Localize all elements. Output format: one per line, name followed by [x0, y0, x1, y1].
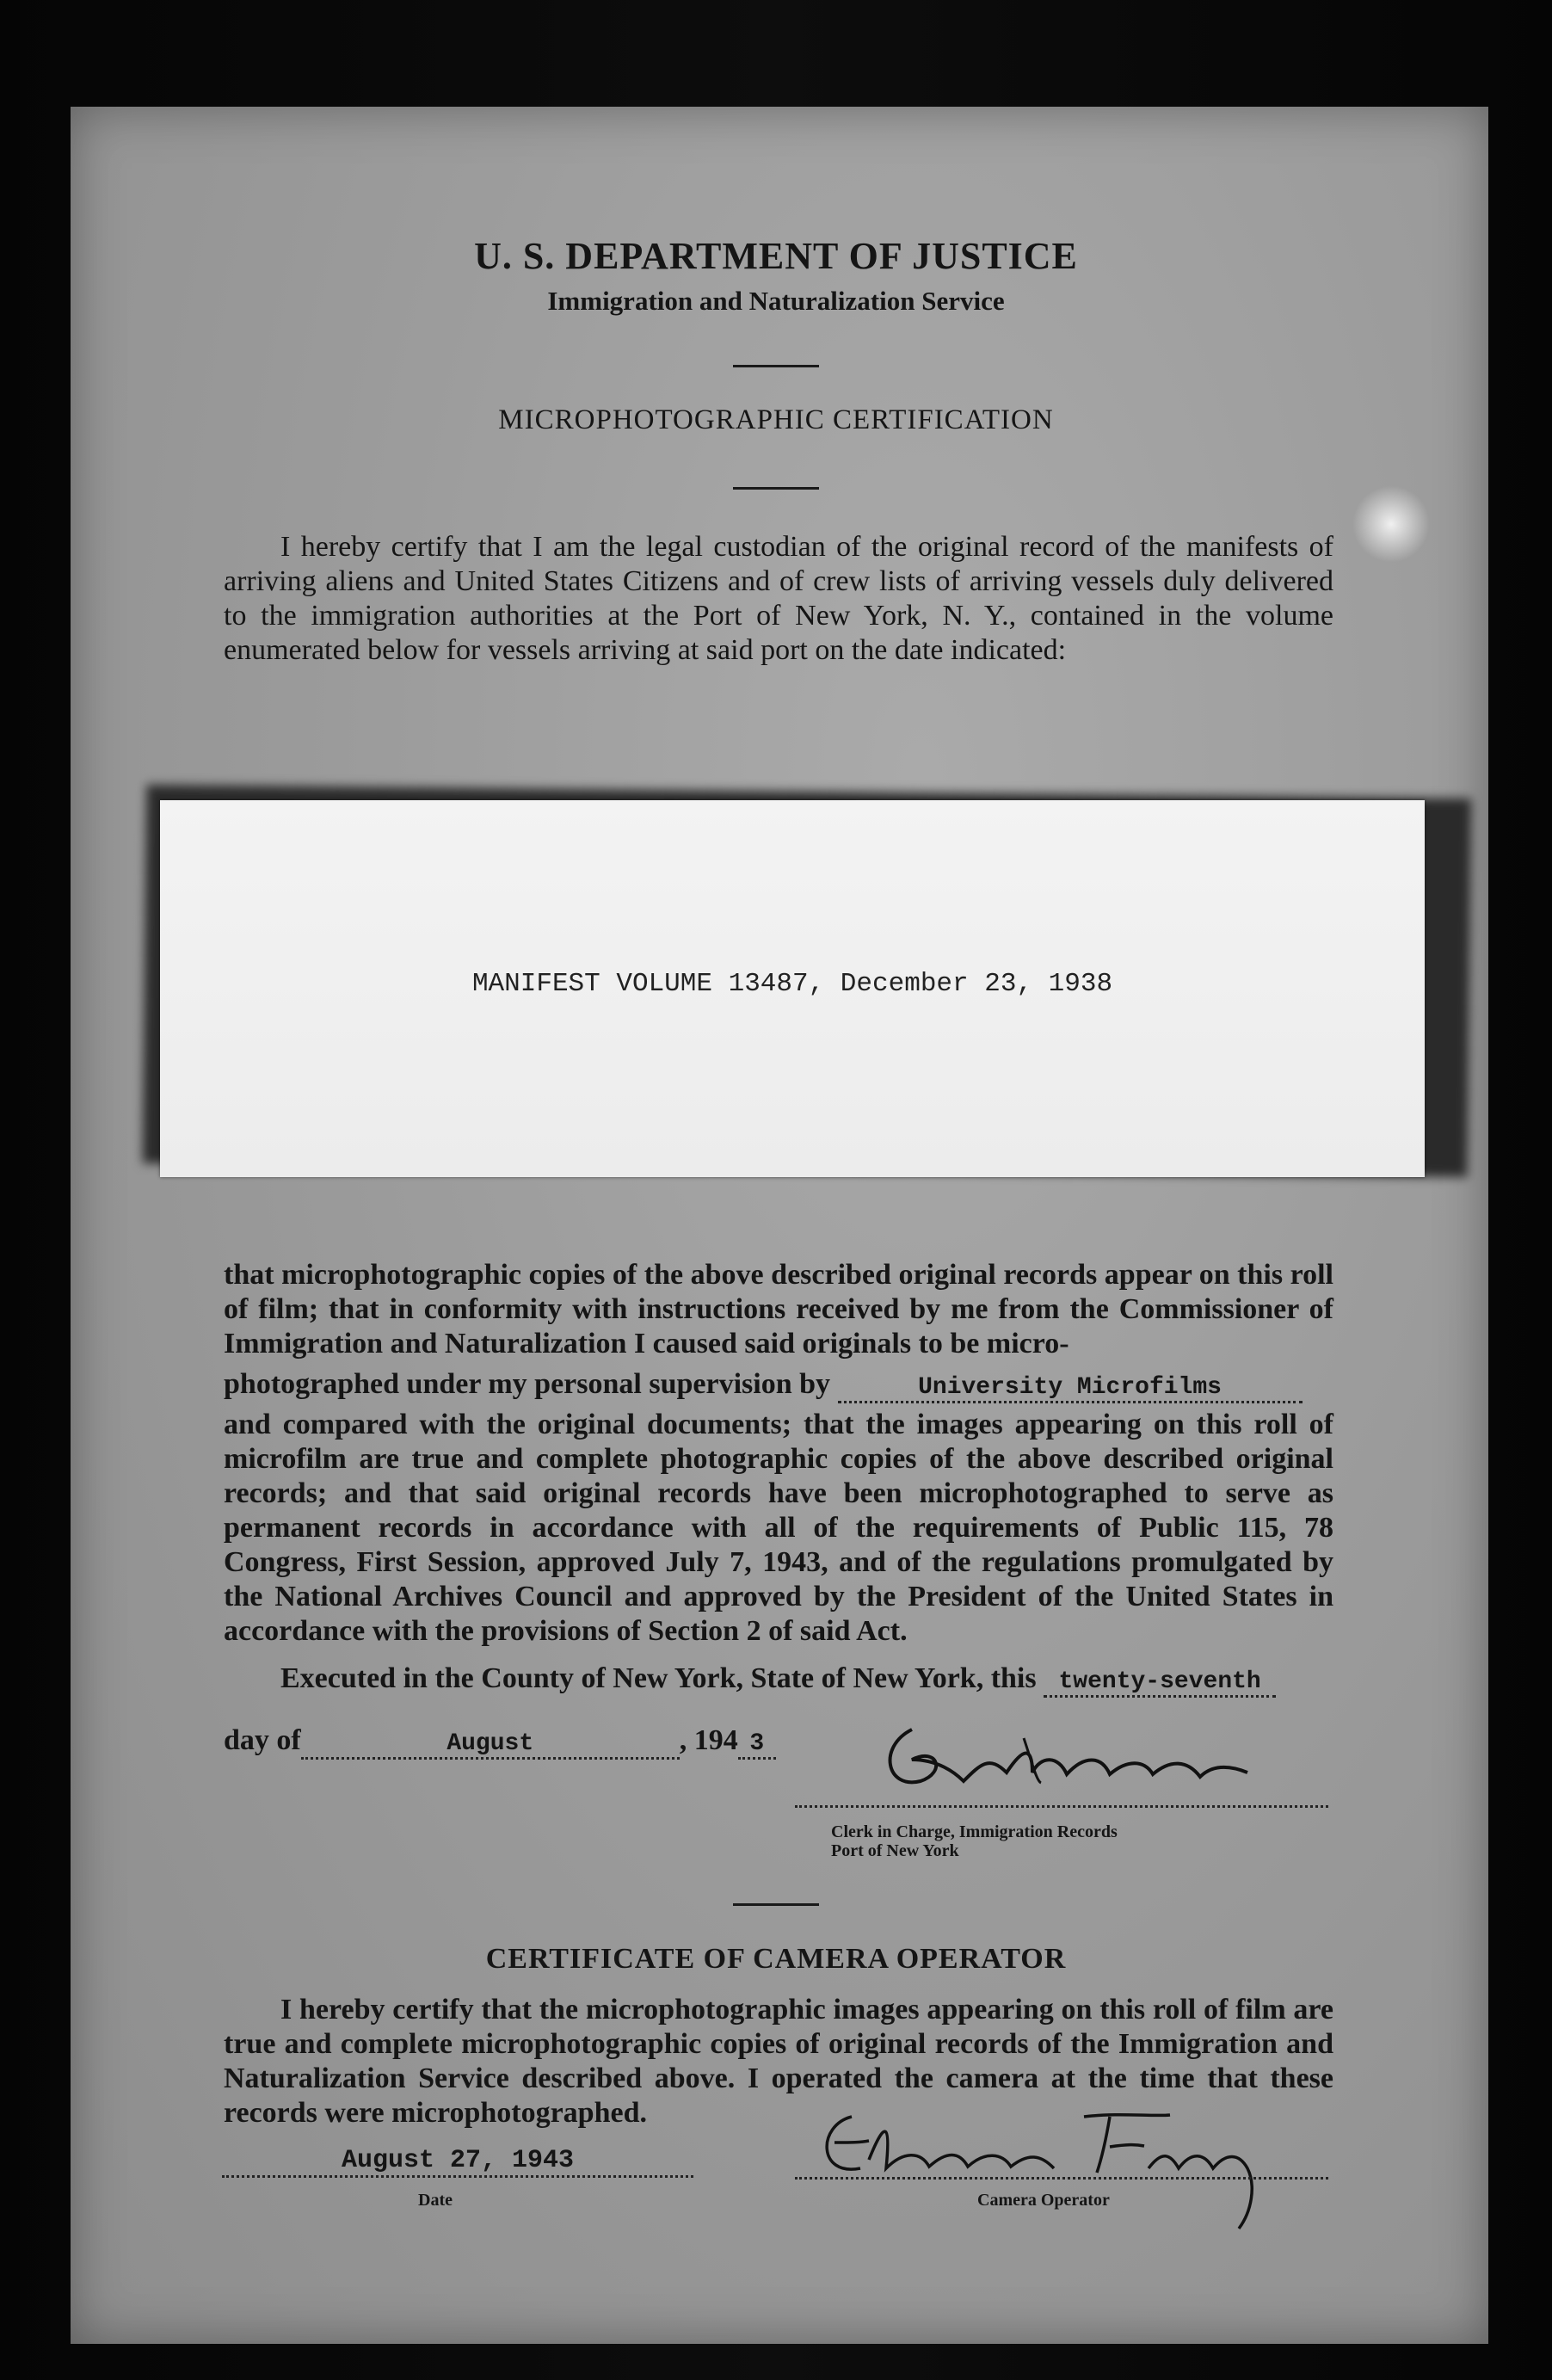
camera-operator-signature	[809, 2099, 1308, 2237]
year-prefix: , 194	[679, 1724, 738, 1756]
clerk-signature	[860, 1712, 1273, 1807]
year-digit-field: 3	[738, 1730, 776, 1760]
executed-prefix: Executed in the County of New York, State of New York, this	[280, 1662, 1037, 1694]
supervision-line	[224, 1368, 1303, 1403]
date-field-line	[222, 2146, 693, 2178]
body-paragraph-end: and compared with the original documents; that the images appearing on this roll of microfilm are true and complete photographic copies of the above described original records; and that said original records have been microphotographed to serve as permanent records in accordance with all of the requirements of Public 115, 78 Congress, First Session, approved July 7, 1943, and of the regulations promulgated by the National Archives Council and approved by the President of the United States in accordance with the provisions of Section 2 of said Act.	[224, 1409, 1333, 1647]
day-ordinal-field: twenty-seventh	[1044, 1668, 1276, 1698]
divider-2	[733, 487, 819, 490]
day-of-label: day of	[224, 1724, 301, 1756]
supervision-prefix: photographed under my personal supervision by	[224, 1368, 831, 1400]
department-heading: U. S. DEPARTMENT OF JUSTICE	[474, 235, 1078, 277]
divider-1	[733, 365, 819, 367]
body-paragraph-start: that microphotographic copies of the above described original records appear on this roll of film; that in conformity with instructions received by me from the Commissioner of Immigration and Naturalization I caused said originals to be micro-	[224, 1259, 1333, 1360]
date-label: Date	[418, 2191, 453, 2210]
operator-label: Camera Operator	[977, 2191, 1110, 2210]
clerk-title-line1: Clerk in Charge, Immigration Records	[831, 1822, 1118, 1841]
service-subheading: Immigration and Naturalization Service	[547, 286, 1005, 316]
intro-paragraph: I hereby certify that I am the legal custodian of the original record of the manifests of arriving aliens and United States Citizens and of crew lists of arriving vessels duly delivered to the immigration authorities at the Port of New York, N. Y., contained in the volume enumerated below for vessels arriving at said port on the date indicated:	[224, 531, 1333, 666]
camera-paragraph: I hereby certify that the microphotographic images appearing on this roll of film are true and complete microphotographic copies of original records of the Immigration and Naturalization Service described above. I operated the camera at the time that these records were microphotographed.	[224, 1994, 1333, 2129]
certification-title: MICROPHOTOGRAPHIC CERTIFICATION	[498, 404, 1054, 435]
light-glare	[1352, 485, 1430, 563]
supervisor-field: University Microfilms	[838, 1374, 1303, 1403]
executed-line	[280, 1662, 1276, 1698]
camera-certificate-title: CERTIFICATE OF CAMERA OPERATOR	[485, 1943, 1067, 1975]
manifest-volume-text: MANIFEST VOLUME 13487, December 23, 1938	[471, 969, 1113, 999]
month-field: August	[301, 1730, 680, 1760]
clerk-title-line2: Port of New York	[831, 1841, 959, 1860]
date-value: August 27, 1943	[341, 2146, 575, 2175]
day-of-line	[224, 1724, 776, 1760]
manifest-slip	[160, 800, 1425, 1177]
divider-3	[733, 1903, 819, 1906]
clerk-signature-line	[795, 1805, 1328, 1808]
operator-signature-line	[795, 2177, 1328, 2180]
